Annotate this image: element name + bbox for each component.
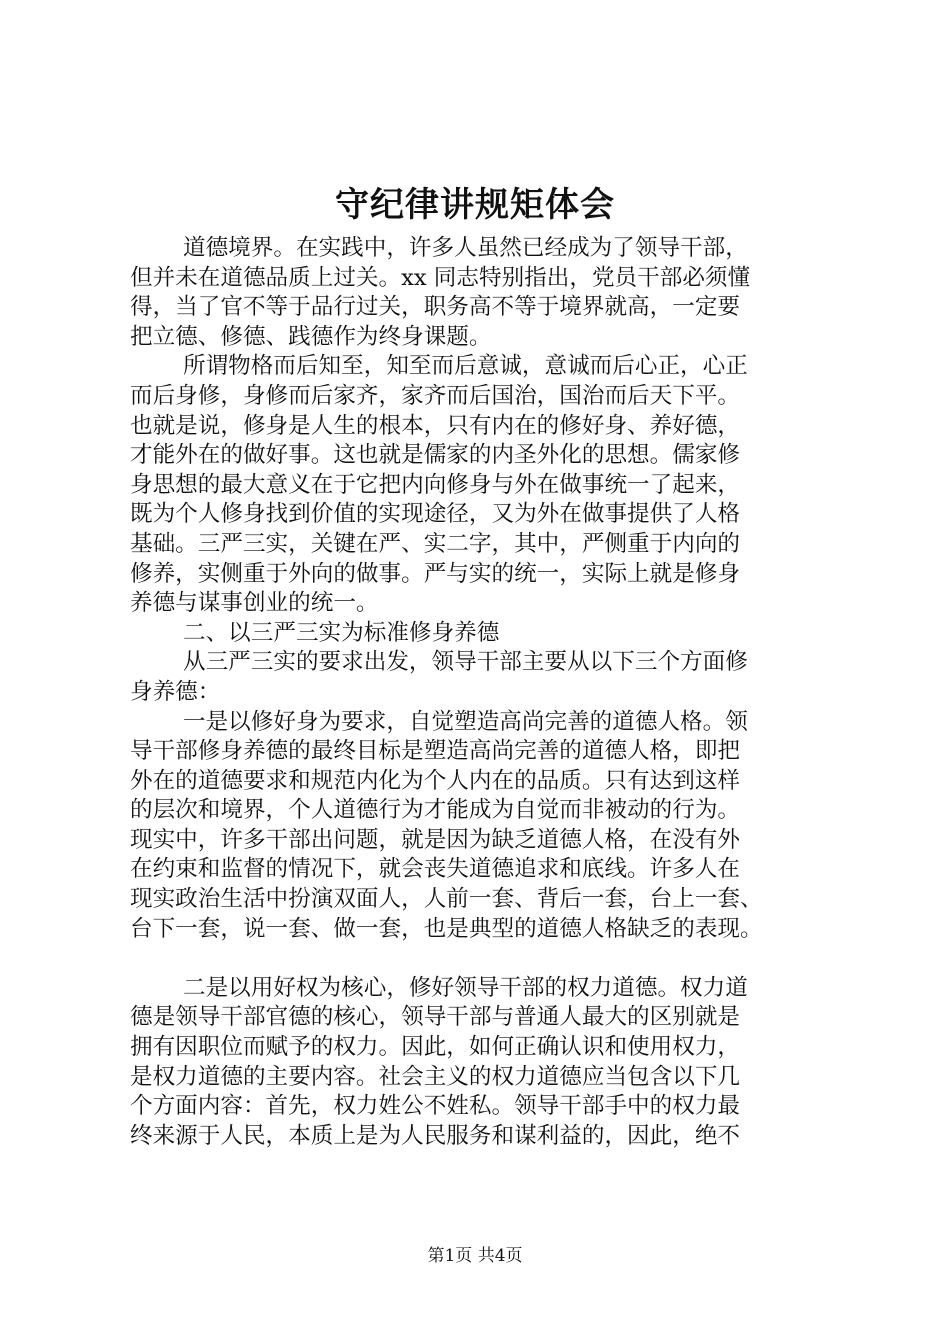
text-line: 德是领导干部官德的核心，领导干部与普通人最大的区别就是 (130, 1004, 741, 1031)
text-line: 外在的道德要求和规范内化为个人内在的品质。只有达到这样 (130, 767, 741, 794)
document-title: 守纪律讲规矩体会 (335, 185, 615, 225)
text-line: 在约束和监督的情况下，就会丧失道德追求和底线。许多人在 (130, 856, 741, 883)
text-line: 是权力道德的主要内容。社会主义的权力道德应当包含以下几 (130, 1063, 741, 1090)
text-line: 终来源于人民，本质上是为人民服务和谋利益的，因此，绝不 (130, 1122, 741, 1149)
text-line: 既为个人修身找到价值的实现途径，又为外在做事提供了人格 (130, 501, 741, 528)
text-line: 身思想的最大意义在于它把内向修身与外在做事统一了起来， (130, 471, 741, 498)
text-line: 养德与谋事创业的统一。 (130, 590, 379, 617)
text-line: 二、以三严三实为标准修身养德 (183, 619, 500, 646)
text-line: 从三严三实的要求出发，领导干部主要从以下三个方面修 (183, 649, 748, 676)
text-line: 所谓物格而后知至，知至而后意诚，意诚而后心正，心正 (183, 353, 748, 380)
text-line: 个方面内容：首先，权力姓公不姓私。领导干部手中的权力最 (130, 1093, 741, 1120)
text-line: 得，当了官不等于品行过关，职务高不等于境界就高，一定要 (130, 294, 741, 321)
text-line: 道德境界。在实践中，许多人虽然已经成为了领导干部， (183, 235, 748, 261)
text-line: 基础。三严三实，关键在严、实二字，其中，严侧重于内向的 (130, 530, 741, 557)
text-line: 现实中，许多干部出问题，就是因为缺乏道德人格，在没有外 (130, 826, 741, 853)
page-footer: 第1页 共4页 (427, 1246, 523, 1266)
text-line: 拥有因职位而赋予的权力。因此，如何正确认识和使用权力， (130, 1034, 741, 1061)
text-line: 台下一套，说一套、做一套，也是典型的道德人格缺乏的表现。 (130, 915, 763, 942)
text-line: 但并未在道德品质上过关。xx 同志特别指出，党员干部必须懂 (130, 264, 751, 291)
text-line: 修养，实侧重于外向的做事。严与实的统一，实际上就是修身 (130, 560, 741, 587)
text-line: 一是以修好身为要求，自觉塑造高尚完善的道德人格。领 (183, 708, 748, 735)
text-line: 身养德： (130, 678, 221, 705)
text-line: 的层次和境界，个人道德行为才能成为自觉而非被动的行为。 (130, 797, 741, 824)
document-body (130, 234, 830, 1151)
text-line: 也就是说，修身是人生的根本，只有内在的修好身、养好德， (130, 412, 741, 439)
text-line: 而后身修，身修而后家齐，家齐而后国治，国治而后天下平。 (130, 382, 741, 409)
text-line: 现实政治生活中扮演双面人，人前一套、背后一套，台上一套、 (130, 886, 763, 913)
text-line: 导干部修身养德的最终目标是塑造高尚完善的道德人格，即把 (130, 738, 741, 765)
text-line: 二是以用好权为核心，修好领导干部的权力道德。权力道 (183, 974, 748, 1001)
text-line: 才能外在的做好事。这也就是儒家的内圣外化的思想。儒家修 (130, 442, 741, 469)
blank-line (130, 944, 830, 974)
text-line: 把立德、修德、践德作为终身课题。 (130, 323, 492, 350)
